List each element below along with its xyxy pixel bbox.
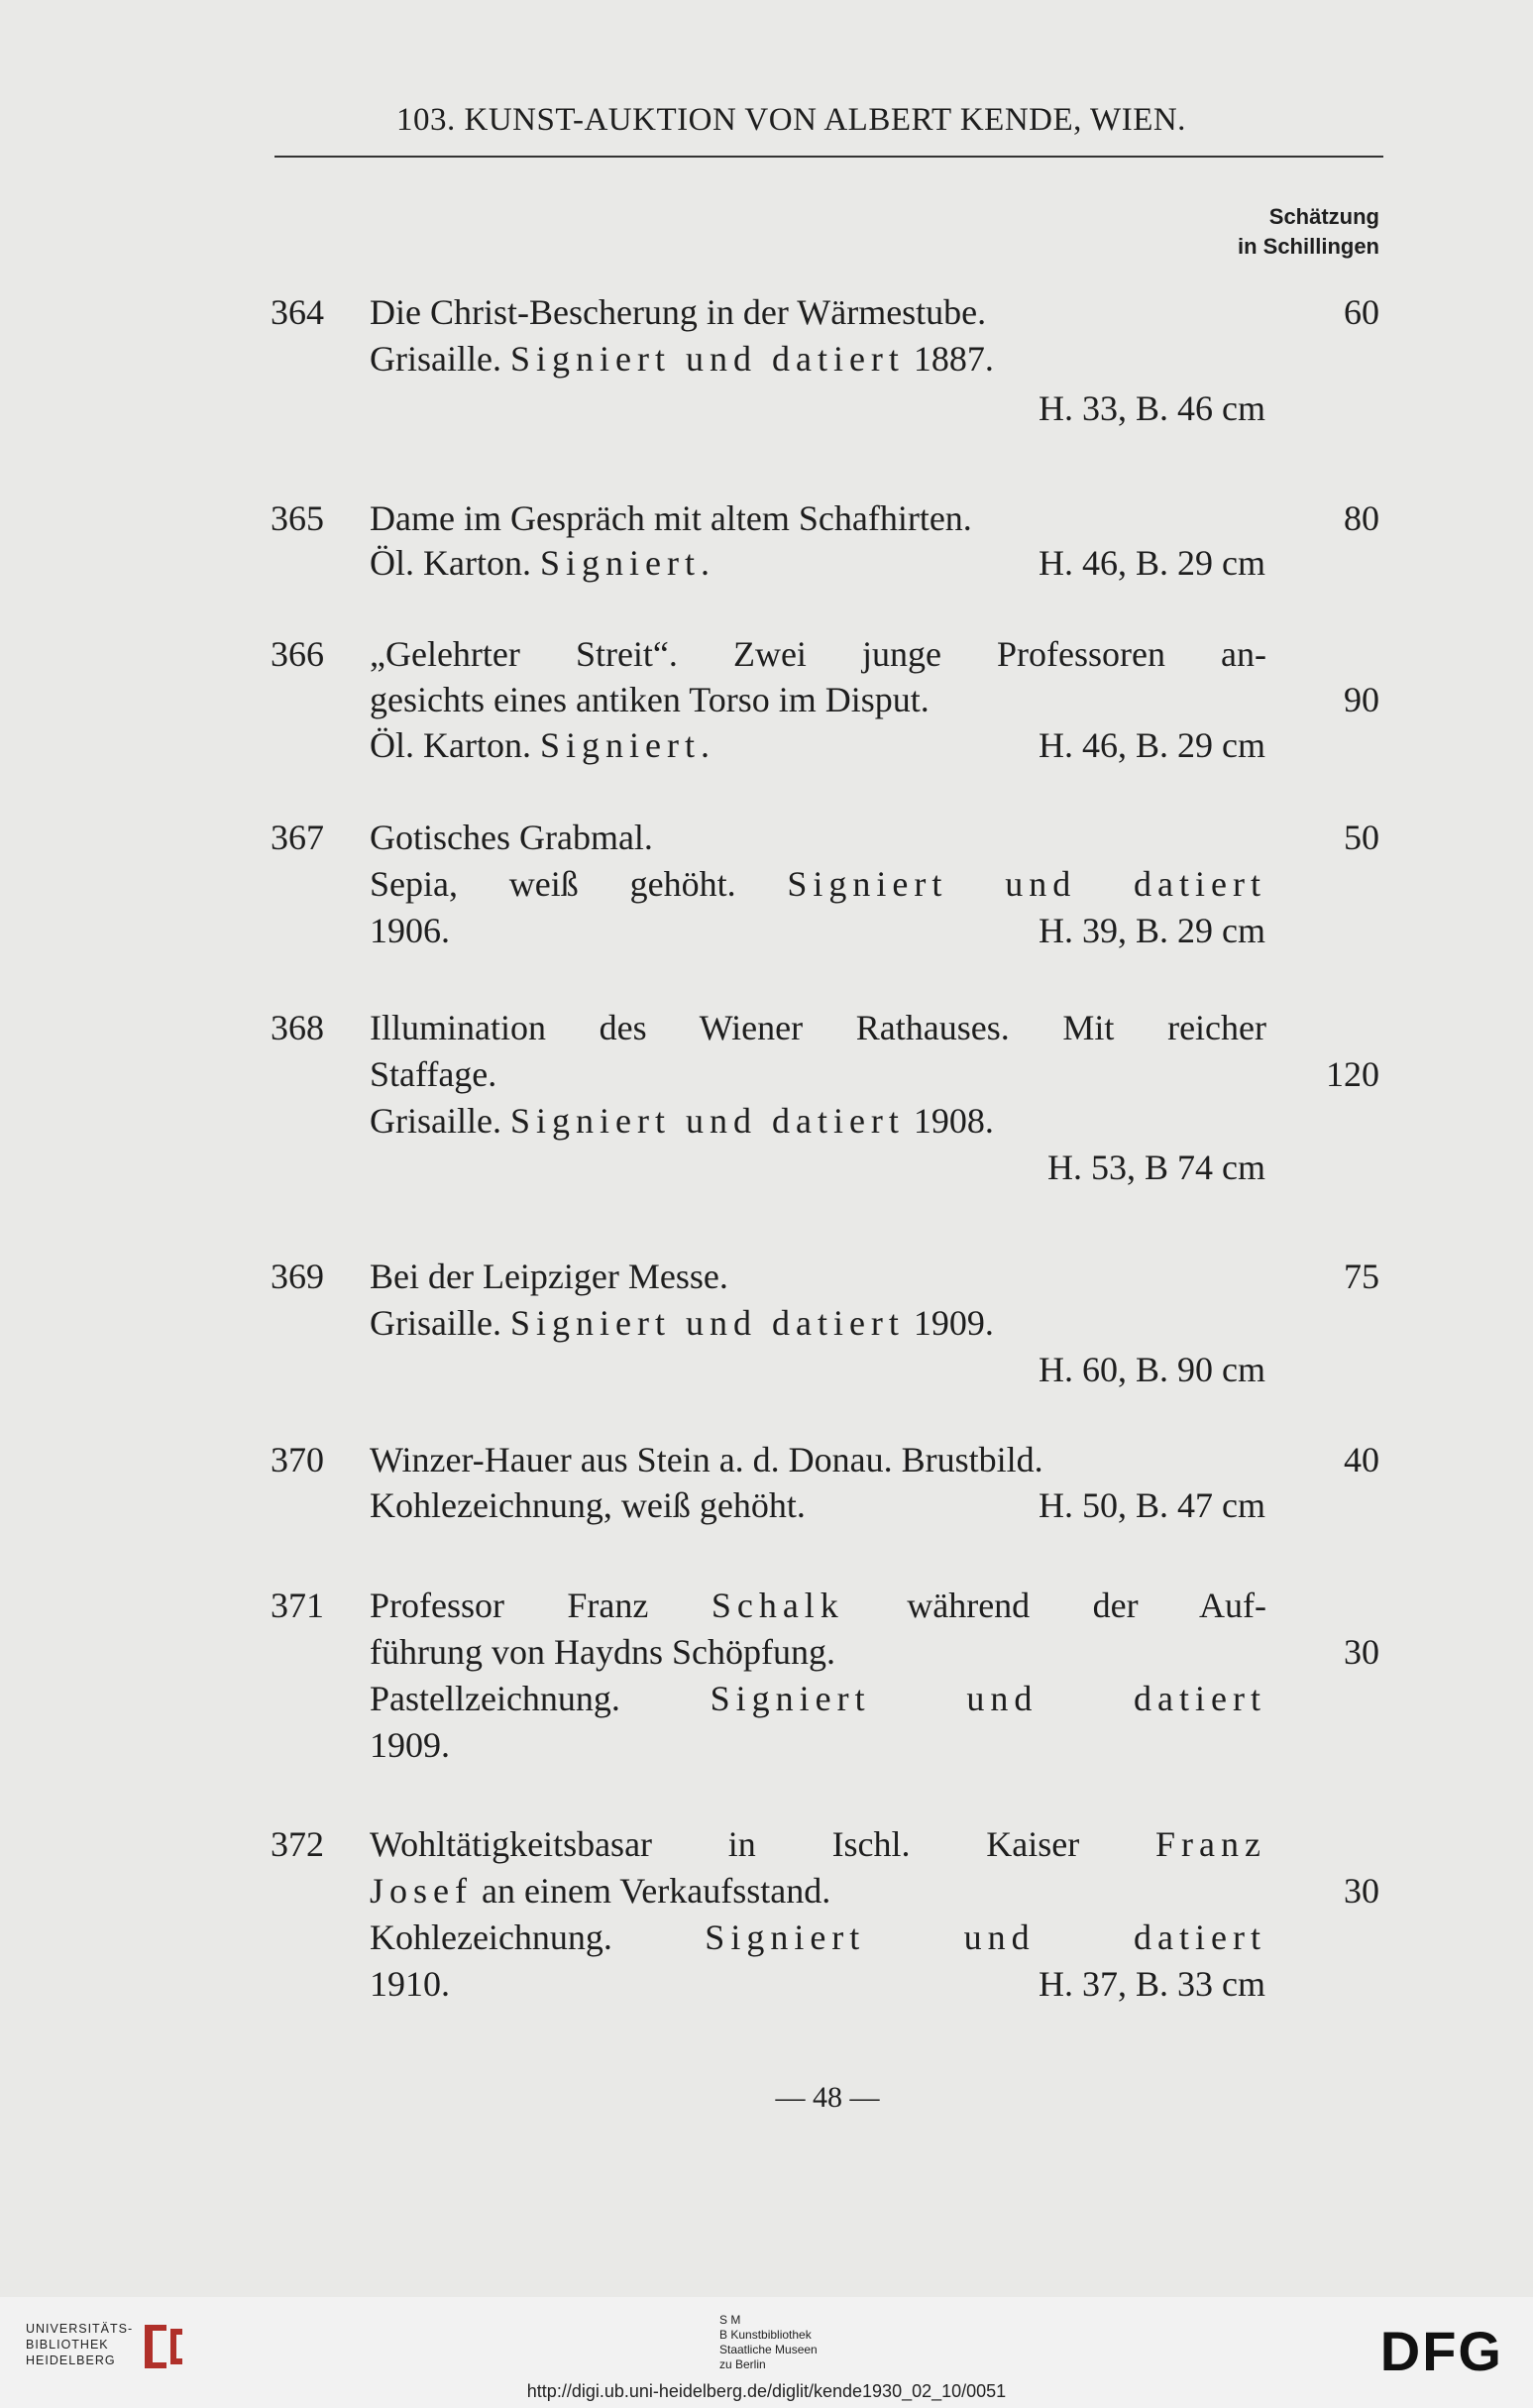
university-library-label: UNIVERSITÄTS- BIBLIOTHEK HEIDELBERG: [26, 2322, 134, 2367]
lot-date: 1909.: [370, 1725, 450, 1765]
lot-title: Dame im Gespräch mit altem Schafhirten.: [370, 498, 972, 538]
lot-dimensions: H. 37, B. 33 cm: [1039, 1964, 1265, 2004]
running-header: 103. KUNST-AUKTION VON ALBERT KENDE, WIEN.: [396, 102, 1186, 138]
lot-description: Grisaille. Signiert und datiert 1887.: [370, 339, 994, 379]
lot-title-cont: führung von Haydns Schöpfung.: [370, 1632, 835, 1672]
lot-estimate: 60: [1344, 292, 1379, 332]
lot-estimate: 30: [1344, 1632, 1379, 1672]
lot-date: 1910.: [370, 1964, 450, 2004]
lot-title: Gotisches Grabmal.: [370, 818, 653, 857]
lot-title-cont: Josef an einem Verkaufsstand.: [370, 1871, 831, 1911]
lot-title: Professor Franz Schalk während der Auf-: [370, 1586, 1267, 1625]
lot-date: 1906.: [370, 911, 450, 950]
lot-estimate: 120: [1326, 1054, 1379, 1094]
lot-number: 366: [271, 634, 324, 674]
column-heading-line1: Schätzung: [1268, 204, 1379, 229]
lot-estimate: 50: [1344, 818, 1379, 857]
column-heading: [1238, 202, 1379, 262]
lot-estimate: 30: [1344, 1871, 1379, 1911]
lot-title: „Gelehrter Streit“. Zwei junge Professoren an-: [370, 634, 1266, 674]
lot-number: 365: [271, 498, 324, 538]
lot-description: Öl. Karton. Signiert.: [370, 725, 710, 765]
source-url[interactable]: http://digi.ub.uni-heidelberg.de/diglit/kende1930_02_10/0051: [526, 2381, 1007, 2401]
lot-dimensions: H. 39, B. 29 cm: [1039, 911, 1265, 950]
lot-title: Illumination des Wiener Rathauses. Mit reicher: [370, 1008, 1266, 1047]
header-rule: [274, 156, 1383, 158]
lot-number: 372: [271, 1824, 324, 1864]
lot-title-cont: gesichts eines antiken Torso im Disput.: [370, 680, 930, 719]
lot-title: Wohltätigkeitsbasar in Ischl. Kaiser Franz: [370, 1824, 1266, 1864]
lot-estimate: 90: [1344, 680, 1379, 719]
lot-description: Kohlezeichnung, weiß gehöht.: [370, 1485, 806, 1525]
lot-dimensions: H. 46, B. 29 cm: [1039, 725, 1265, 765]
lot-dimensions: H. 33, B. 46 cm: [1039, 388, 1265, 428]
lot-number: 364: [271, 292, 324, 332]
page-number: — 48 —: [775, 2081, 880, 2114]
lot-number: 371: [271, 1586, 324, 1625]
lot-estimate: 80: [1344, 498, 1379, 538]
lot-title-cont: Staffage.: [370, 1054, 497, 1094]
lot-description: Grisaille. Signiert und datiert 1909.: [370, 1303, 994, 1343]
lot-description: Sepia, weiß gehöht. Signiert und datiert: [370, 864, 1266, 904]
lot-number: 367: [271, 818, 324, 857]
dfg-logo: DFG: [1379, 2320, 1503, 2382]
lot-dimensions: H. 60, B. 90 cm: [1039, 1350, 1265, 1389]
viewer-footer: [0, 2297, 1533, 2408]
lot-title: Bei der Leipziger Messe.: [370, 1257, 728, 1296]
column-heading-line2: in Schillingen: [1237, 234, 1379, 259]
lot-estimate: 75: [1344, 1257, 1379, 1296]
lot-description: Öl. Karton. Signiert.: [370, 543, 710, 583]
lot-number: 369: [271, 1257, 324, 1296]
lot-dimensions: H. 46, B. 29 cm: [1039, 543, 1265, 583]
lot-description: Pastellzeichnung. Signiert und datiert: [370, 1679, 1266, 1718]
lot-dimensions: H. 50, B. 47 cm: [1039, 1485, 1265, 1525]
lot-description: Kohlezeichnung. Signiert und datiert: [370, 1917, 1266, 1957]
lot-title: Die Christ-Bescherung in der Wärmestube.: [370, 292, 987, 332]
lot-number: 368: [271, 1008, 324, 1047]
lot-number: 370: [271, 1440, 324, 1479]
kunstbibliothek-label: S M B Kunstbibliothek Staatliche Museen zu Berlin: [719, 2313, 818, 2371]
lot-description: Grisaille. Signiert und datiert 1908.: [370, 1101, 994, 1141]
university-logo-icon: [139, 2319, 188, 2374]
lot-title: Winzer-Hauer aus Stein a. d. Donau. Brustbild.: [370, 1440, 1043, 1479]
lot-estimate: 40: [1344, 1440, 1379, 1479]
lot-dimensions: H. 53, B 74 cm: [1047, 1148, 1265, 1187]
